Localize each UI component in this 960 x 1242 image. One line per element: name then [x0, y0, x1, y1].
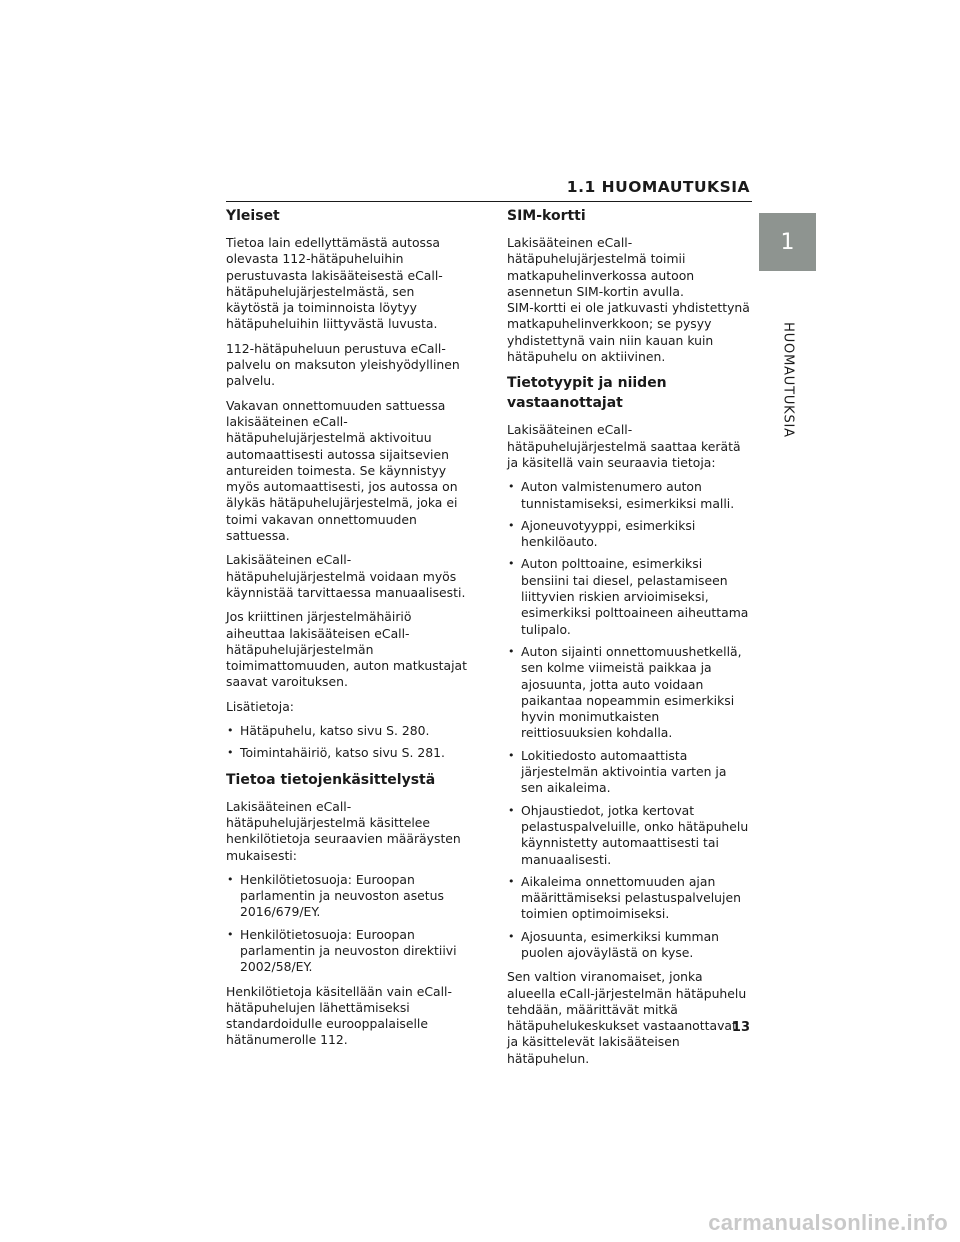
- paragraph: 112-hätäpuheluun perustuva eCall-palvelu on maksuton yleishyödyllinen palvelu.: [226, 340, 460, 389]
- paragraph: Lisätietoja:: [226, 698, 294, 714]
- paragraph: Lakisääteinen eCall-hätäpuhelujärjestelmä saattaa kerätä ja käsitellä vain seuraavia tietoja:: [507, 422, 741, 470]
- paragraph-line: Lakisääteinen eCall-hätäpuhelujärjestelmä toimii matkapuhelinverkossa autoon asennetun SIM-kortin avulla.: [507, 235, 695, 299]
- chapter-tab-label: HUOMAUTUKSIA: [780, 322, 796, 438]
- list-item: • Auton polttoaine, esimerkiksi bensiini tai diesel, pelastamiseen liittyvien riskien arvioimiseksi, esimerkiksi polttoaineen aiheuttama tulipalo.: [507, 556, 750, 637]
- paragraph: Lakisääteinen eCall-hätäpuhelujärjestelmä voidaan myös käynnistää tarvittaessa manuaalisesti.: [226, 552, 466, 600]
- paragraph: Lakisääteinen eCall-hätäpuhelujärjestelmä käsittelee henkilötietoja seuraavien määräysten mukaisesti:: [226, 798, 461, 863]
- paragraph: [507, 235, 750, 365]
- list-item: • Henkilötietosuoja: Euroopan parlamentin ja neuvoston direktiivi 2002/58/EY.: [226, 927, 469, 976]
- regulation-list: [226, 872, 469, 976]
- chapter-tab: [759, 213, 816, 271]
- left-column: [226, 206, 469, 1057]
- paragraph: Sen valtion viranomaiset, jonka alueella eCall-järjestelmän hätäpuhelu tehdään, määrittävät mitkä hätäpuhelukeskukset vastaanottavat ja käsittelevät lakisääteisen hätäpuhelun.: [507, 969, 747, 1066]
- list-item: • Hätäpuhelu, katso sivu S. 280.: [226, 723, 469, 739]
- data-type-list: [507, 479, 750, 961]
- heading-data-types: Tietotyypit ja niiden vastaanottajat: [507, 375, 667, 412]
- header-divider: [226, 201, 752, 202]
- paragraph: Vakavan onnettomuuden sattuessa lakisääteinen eCall-hätäpuhelujärjestelmä aktivoituu automaattisesti autossa sijaitsevien antureiden toimesta. Se käynnistyy myös automaattisesti, jos autossa on älykäs hätäpuhelujärjestelmä, joka ei toimi vakavan onnettomuuden sattuessa.: [226, 397, 458, 544]
- section-title: 1.1 HUOMAUTUKSIA: [566, 178, 750, 196]
- paragraph: Henkilötietoja käsitellään vain eCall-hätäpuhelujen lähettämiseksi standardoidulle eurooppalaiselle hätänumerolle 112.: [226, 983, 452, 1048]
- paragraph: Jos kriittinen järjestelmähäiriö aiheuttaa lakisääteisen eCall-hätäpuhelujärjestelmän toimimattomuuden, auton matkustajat saavat varoituksen.: [226, 609, 467, 690]
- list-item: • Auton valmistenumero auton tunnistamiseksi, esimerkiksi malli.: [507, 479, 750, 512]
- heading-data-processing: Tietoa tietojenkäsittelystä: [226, 771, 436, 788]
- list-item: • Toimintahäiriö, katso sivu S. 281.: [226, 745, 469, 761]
- page-number: 13: [731, 1020, 750, 1035]
- list-item: • Ajoneuvotyyppi, esimerkiksi henkilöauto.: [507, 518, 750, 551]
- heading-sim-card: SIM-kortti: [507, 208, 586, 224]
- list-item: • Aikaleima onnettomuuden ajan määrittämiseksi pelastuspalvelujen toimien optimoimiseksi.: [507, 874, 750, 923]
- paragraph-line: SIM-kortti ei ole jatkuvasti yhdistettynä matkapuhelinverkkoon; se pysyy yhdistettynä vain niin kauan kuin hätäpuhelu on aktiivinen.: [507, 300, 750, 365]
- list-item: • Lokitiedosto automaattista järjestelmän aktivointia varten ja sen aikaleima.: [507, 748, 750, 797]
- list-item: • Ajosuunta, esimerkiksi kumman puolen ajoväylästä on kyse.: [507, 929, 750, 962]
- reference-list: [226, 723, 469, 762]
- chapter-number: 1: [780, 229, 795, 255]
- heading-general: Yleiset: [226, 208, 280, 224]
- list-item: • Henkilötietosuoja: Euroopan parlamentin ja neuvoston asetus 2016/679/EY.: [226, 872, 469, 921]
- right-column: [507, 206, 750, 1075]
- list-item: • Ohjaustiedot, jotka kertovat pelastuspalveluille, onko hätäpuhelu käynnistetty automaattisesti tai manuaalisesti.: [507, 803, 750, 868]
- paragraph: Tietoa lain edellyttämästä autossa olevasta 112-hätäpuheluihin perustuvasta lakisääteisestä eCall-hätäpuhelujärjestelmästä, sen käytöstä ja toiminnoista löytyy hätäpuheluihin liittyvästä luvusta.: [226, 235, 443, 332]
- watermark: carmanualsonline.info: [708, 1210, 948, 1235]
- list-item: • Auton sijainti onnettomuushetkellä, sen kolme viimeistä paikkaa ja ajosuunta, jotta auto voidaan paikantaa nopeammin esimerkiksi hyvin monimutkaisten reittiosuuksien kohdalla.: [507, 644, 750, 742]
